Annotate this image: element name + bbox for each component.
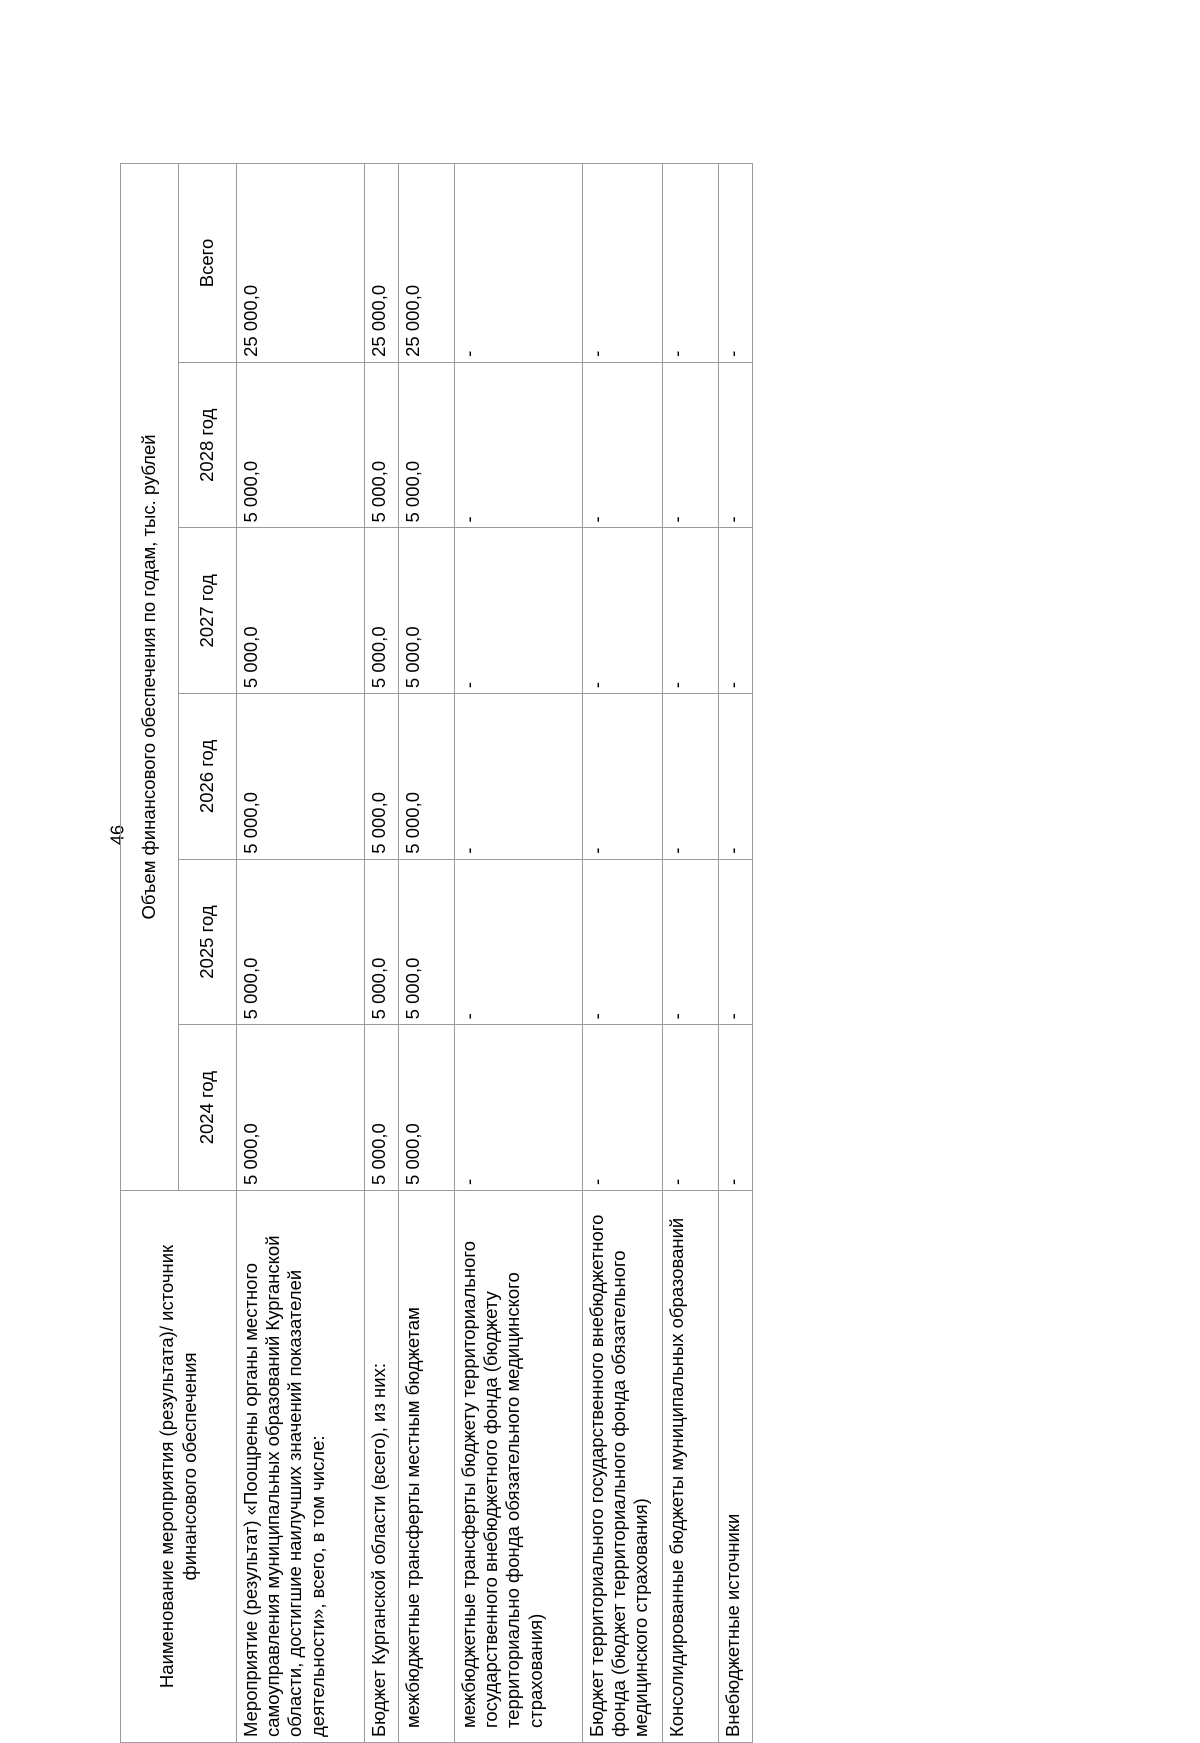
- table-row: [719, 164, 753, 1743]
- table-row: [455, 164, 583, 1743]
- cell-value: -: [583, 528, 663, 694]
- table-row: [663, 164, 719, 1743]
- cell-value: -: [719, 694, 753, 860]
- cell-value: -: [663, 694, 719, 860]
- cell-value: -: [663, 1025, 719, 1191]
- cell-value: -: [663, 859, 719, 1025]
- table-row: [237, 164, 365, 1743]
- cell-value: 5 000,0: [237, 694, 365, 860]
- cell-value: 5 000,0: [399, 694, 455, 860]
- cell-value: -: [719, 362, 753, 528]
- row-label: Консолидированные бюджеты муниципальных образований: [663, 1190, 719, 1742]
- cell-total: -: [583, 164, 663, 363]
- cell-value: -: [583, 362, 663, 528]
- row-label: межбюджетные трансферты бюджету территориального государственного внебюджетного фонда (бюджету территориально фонда обязательного медицинского страхования): [455, 1190, 583, 1742]
- cell-value: -: [719, 859, 753, 1025]
- page-number: 46: [107, 824, 128, 846]
- header-name-column: Наименование мероприятия (результата)/ источник финансового обеспечения: [121, 1190, 237, 1742]
- cell-value: 5 000,0: [399, 859, 455, 1025]
- table-row: [399, 164, 455, 1743]
- cell-value: -: [455, 1025, 583, 1191]
- cell-value: -: [455, 528, 583, 694]
- header-total: Всего: [179, 164, 237, 363]
- row-label: Бюджет Курганской области (всего), из них:: [365, 1190, 399, 1742]
- cell-value: 5 000,0: [365, 1025, 399, 1191]
- cell-value: 5 000,0: [399, 1025, 455, 1191]
- cell-value: 5 000,0: [365, 859, 399, 1025]
- row-label: Мероприятие (результат) «Поощрены органы местного самоуправления муниципальных образований Курганской области, достигшие наилучших значений показателей деятельности», всего, в том числе:: [237, 1190, 365, 1742]
- cell-value: -: [663, 362, 719, 528]
- cell-total: 25 000,0: [399, 164, 455, 363]
- cell-total: 25 000,0: [365, 164, 399, 363]
- cell-value: 5 000,0: [365, 528, 399, 694]
- row-label: Внебюджетные источники: [719, 1190, 753, 1742]
- header-financing-group: Объем финансового обеспечения по годам, тыс. рублей: [121, 164, 179, 1191]
- table-row: [365, 164, 399, 1743]
- row-label: Бюджет территориального государственного внебюджетного фонда (бюджет территориального фонда обязательного медицинского страхования): [583, 1190, 663, 1742]
- table-row: [583, 164, 663, 1743]
- cell-value: 5 000,0: [365, 694, 399, 860]
- header-year-2028: 2028 год: [179, 362, 237, 528]
- cell-value: 5 000,0: [365, 362, 399, 528]
- financing-table-container: [120, 163, 810, 1743]
- header-year-2027: 2027 год: [179, 528, 237, 694]
- cell-value: -: [663, 528, 719, 694]
- financing-table: [120, 163, 753, 1743]
- cell-value: 5 000,0: [399, 362, 455, 528]
- header-year-2025: 2025 год: [179, 859, 237, 1025]
- header-year-2024: 2024 год: [179, 1025, 237, 1191]
- cell-value: 5 000,0: [237, 1025, 365, 1191]
- cell-total: 25 000,0: [237, 164, 365, 363]
- row-label: межбюджетные трансферты местным бюджетам: [399, 1190, 455, 1742]
- cell-value: -: [719, 1025, 753, 1191]
- cell-value: -: [455, 694, 583, 860]
- cell-value: -: [583, 859, 663, 1025]
- cell-value: -: [455, 362, 583, 528]
- cell-value: -: [719, 528, 753, 694]
- cell-value: -: [583, 694, 663, 860]
- header-year-2026: 2026 год: [179, 694, 237, 860]
- cell-value: -: [455, 859, 583, 1025]
- cell-total: -: [663, 164, 719, 363]
- cell-value: 5 000,0: [237, 859, 365, 1025]
- cell-total: -: [455, 164, 583, 363]
- cell-value: 5 000,0: [237, 362, 365, 528]
- cell-value: 5 000,0: [399, 528, 455, 694]
- cell-value: 5 000,0: [237, 528, 365, 694]
- cell-total: -: [719, 164, 753, 363]
- cell-value: -: [583, 1025, 663, 1191]
